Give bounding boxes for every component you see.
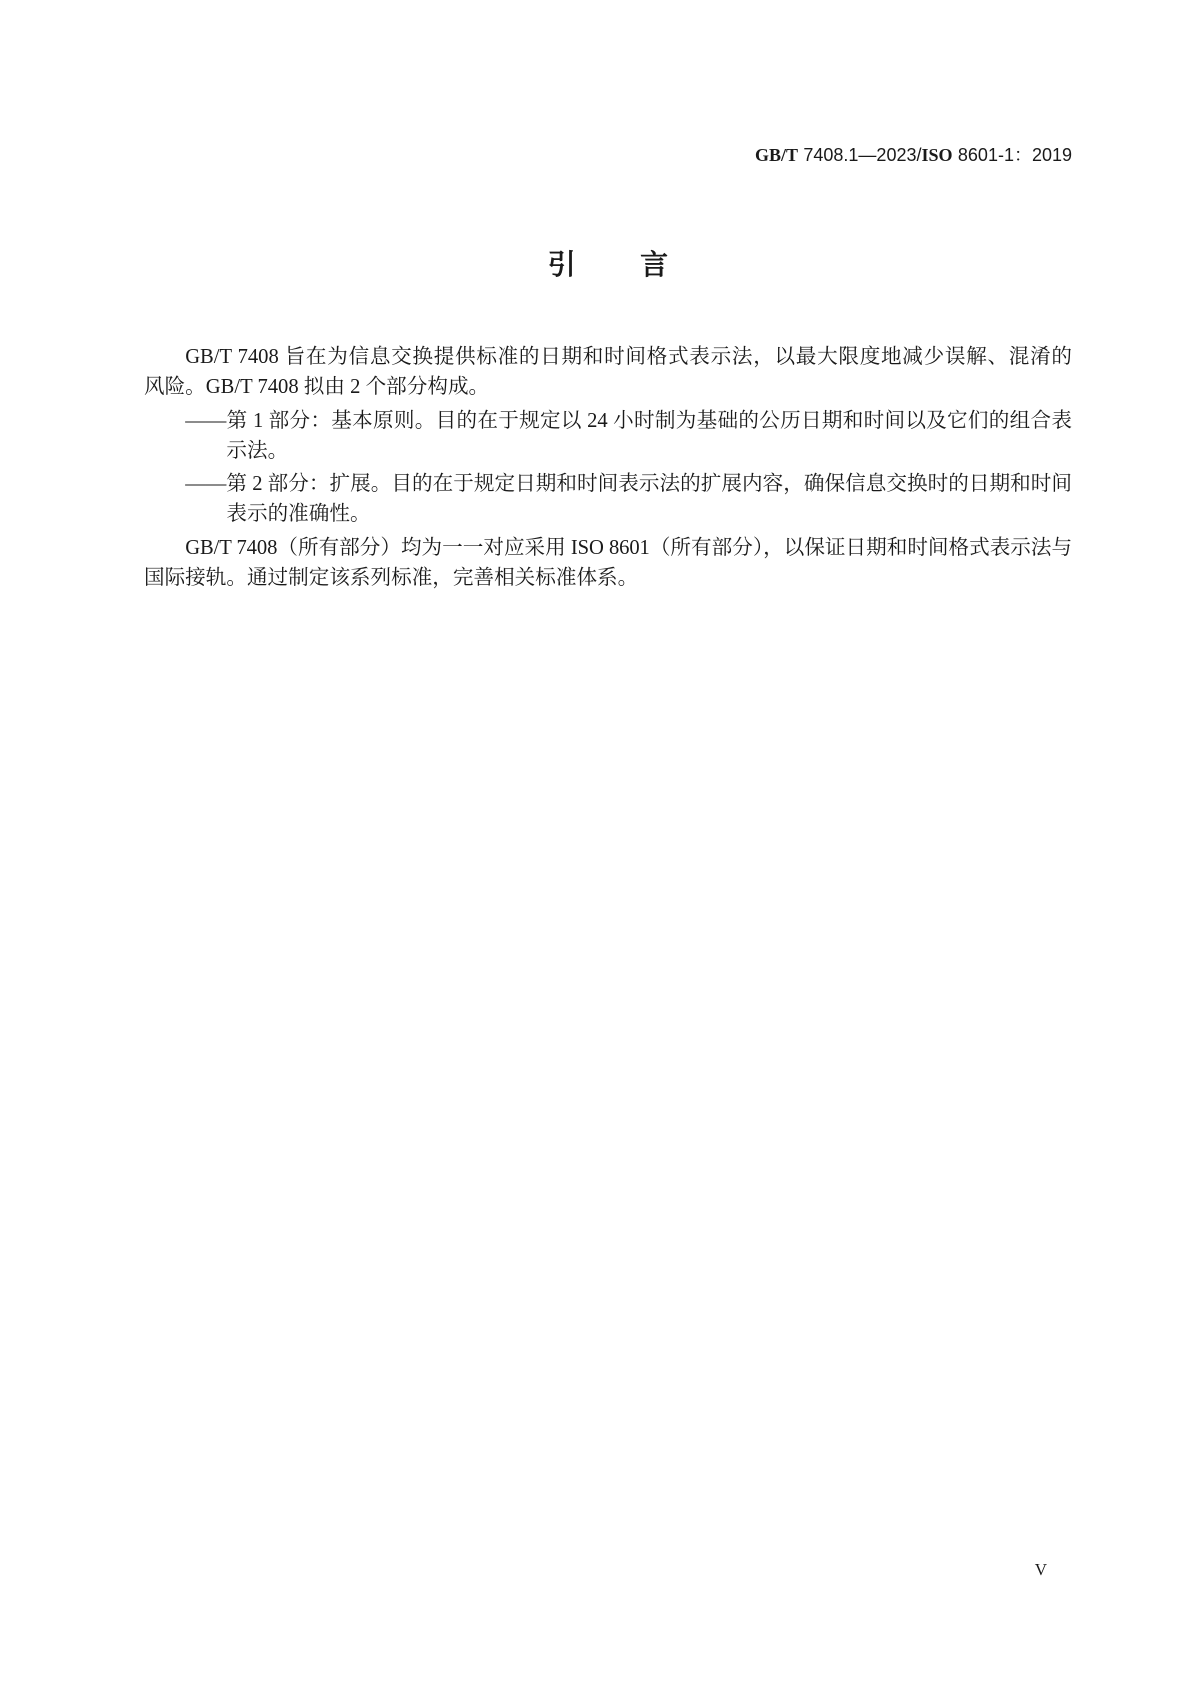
list-item-line: 示法。 <box>226 439 289 462</box>
standard-code-prefix: GB/T <box>754 145 798 165</box>
section-title: 引言 <box>547 248 733 281</box>
list-item-line: ——第 2 部分：扩展。目的在于规定日期和时间表示法的扩展内容，确保信息交换时的日期和时间 <box>185 473 1072 496</box>
paragraph-line: GB/T 7408（所有部分）均为一一对应采用 ISO 8601（所有部分），以保证日期和时间格式表示法与 <box>185 536 1072 559</box>
page-number: V <box>1034 1560 1047 1579</box>
list-item-line: ——第 1 部分：基本原则。目的在于规定以 24 小时制为基础的公历日期和时间以及它们的组合表 <box>185 409 1072 432</box>
list-item-part-2 <box>144 469 1072 530</box>
running-header <box>755 143 1072 167</box>
paragraph-line: 国际接轨。通过制定该系列标准，完善相关标准体系。 <box>144 567 639 590</box>
paragraph-purpose <box>144 342 1072 403</box>
standard-code-number: 7408.1—2023/ <box>803 145 922 165</box>
iso-code-number: 8601-1：2019 <box>957 145 1072 165</box>
paragraph-line: GB/T 7408 旨在为信息交换提供标准的日期和时间格式表示法，以最大限度地减少误解、混淆的 <box>185 346 1072 368</box>
paragraph-line: 风险。GB/T 7408 拟由 2 个部分构成。 <box>144 376 490 399</box>
paragraph-adoption <box>144 533 1072 594</box>
iso-code-prefix: ISO <box>921 145 953 165</box>
list-item-part-1 <box>144 406 1072 467</box>
list-item-line: 表示的准确性。 <box>226 503 371 526</box>
introduction-body <box>144 342 1072 593</box>
